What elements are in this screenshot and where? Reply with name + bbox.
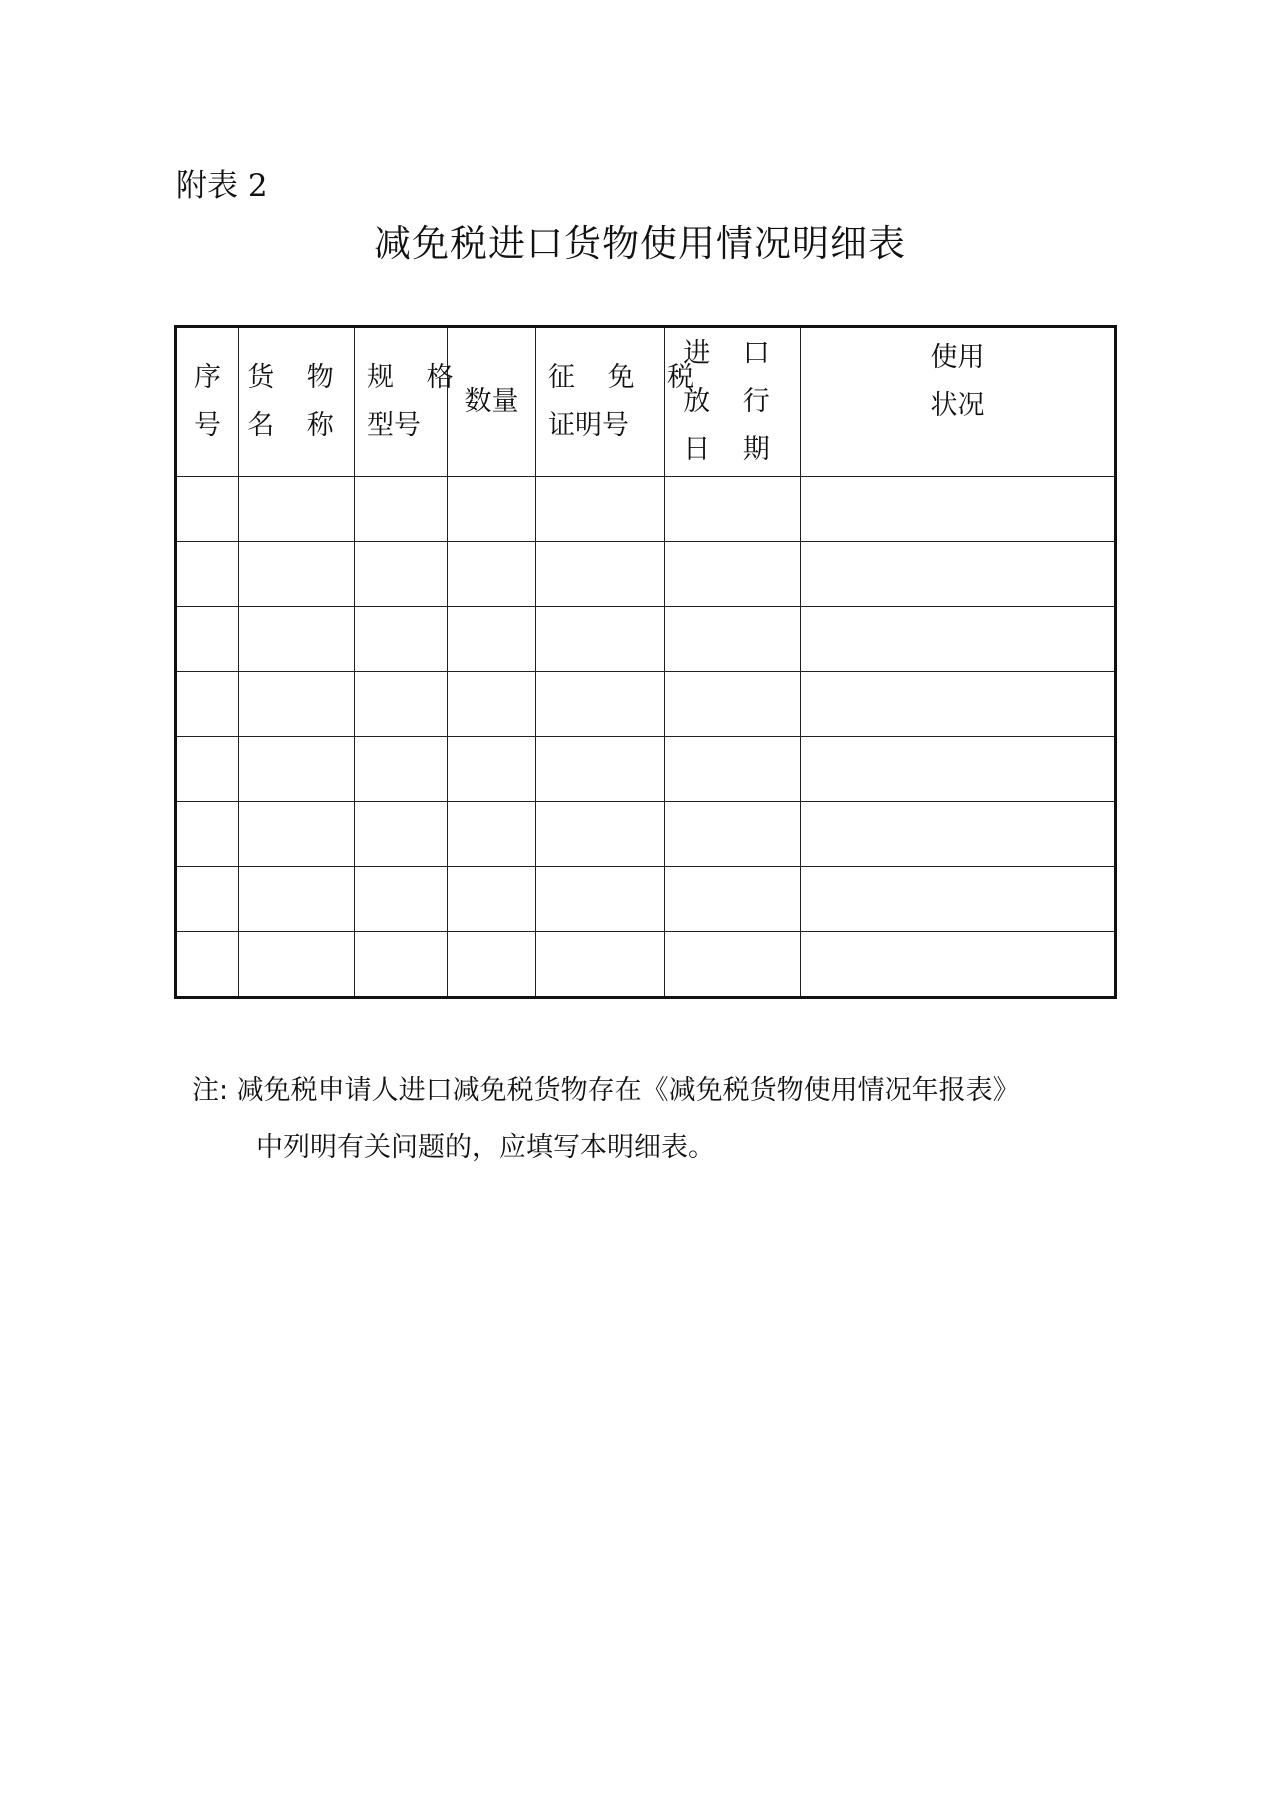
- cell-usage-status: [801, 932, 1116, 998]
- cell-spec-model: [355, 802, 448, 867]
- cell-spec-model: [355, 672, 448, 737]
- cell-exemption-certificate-number: [536, 542, 665, 607]
- cell-usage-status: [801, 477, 1116, 542]
- cell-goods-name: [239, 607, 355, 672]
- header-goods-name: 货 物 名 称: [239, 327, 355, 477]
- cell-spec-model: [355, 477, 448, 542]
- table-row: [176, 672, 1116, 737]
- table-body: [176, 477, 1116, 998]
- header-row: [176, 327, 1116, 477]
- note-line-2: 中列明有关问题的，应填写本明细表。: [256, 1132, 715, 1163]
- cell-exemption-certificate-number: [536, 802, 665, 867]
- document-title: 减免税进口货物使用情况明细表: [374, 222, 906, 265]
- cell-spec-model: [355, 737, 448, 802]
- table-row: [176, 932, 1116, 998]
- cell-spec-model: [355, 607, 448, 672]
- cell-quantity: [448, 867, 536, 932]
- cell-serial-number: [176, 477, 239, 542]
- header-import-release-date: 进 口 放 行 日 期: [665, 327, 801, 477]
- cell-import-release-date: [665, 932, 801, 998]
- cell-serial-number: [176, 607, 239, 672]
- header-quantity: 数量: [448, 327, 536, 477]
- table-row: [176, 737, 1116, 802]
- cell-serial-number: [176, 672, 239, 737]
- cell-serial-number: [176, 542, 239, 607]
- cell-quantity: [448, 932, 536, 998]
- cell-goods-name: [239, 737, 355, 802]
- cell-import-release-date: [665, 802, 801, 867]
- cell-quantity: [448, 477, 536, 542]
- cell-quantity: [448, 607, 536, 672]
- cell-goods-name: [239, 477, 355, 542]
- cell-exemption-certificate-number: [536, 867, 665, 932]
- cell-serial-number: [176, 932, 239, 998]
- cell-exemption-certificate-number: [536, 932, 665, 998]
- cell-import-release-date: [665, 672, 801, 737]
- cell-goods-name: [239, 867, 355, 932]
- header-usage-status: 使用 状况: [801, 327, 1116, 477]
- note-line-1: 注: 减免税申请人进口减免税货物存在《减免税货物使用情况年报表》: [192, 1075, 1020, 1106]
- cell-spec-model: [355, 867, 448, 932]
- cell-quantity: [448, 672, 536, 737]
- cell-exemption-certificate-number: [536, 477, 665, 542]
- cell-import-release-date: [665, 867, 801, 932]
- cell-usage-status: [801, 607, 1116, 672]
- cell-exemption-certificate-number: [536, 607, 665, 672]
- cell-import-release-date: [665, 542, 801, 607]
- cell-quantity: [448, 802, 536, 867]
- cell-serial-number: [176, 737, 239, 802]
- cell-quantity: [448, 542, 536, 607]
- cell-goods-name: [239, 542, 355, 607]
- cell-usage-status: [801, 802, 1116, 867]
- cell-spec-model: [355, 932, 448, 998]
- table-row: [176, 607, 1116, 672]
- cell-import-release-date: [665, 607, 801, 672]
- header-spec-model: 规 格 型号: [355, 327, 448, 477]
- cell-import-release-date: [665, 737, 801, 802]
- attachment-label: 附表 2: [176, 168, 268, 204]
- header-serial-number: 序 号: [176, 327, 239, 477]
- table-row: [176, 802, 1116, 867]
- cell-goods-name: [239, 802, 355, 867]
- cell-goods-name: [239, 932, 355, 998]
- cell-exemption-certificate-number: [536, 672, 665, 737]
- cell-import-release-date: [665, 477, 801, 542]
- table-row: [176, 477, 1116, 542]
- cell-serial-number: [176, 867, 239, 932]
- cell-quantity: [448, 737, 536, 802]
- cell-serial-number: [176, 802, 239, 867]
- header-exemption-certificate-number: 征 免 税 证明号: [536, 327, 665, 477]
- cell-usage-status: [801, 867, 1116, 932]
- table-row: [176, 542, 1116, 607]
- usage-detail-table: [174, 325, 1117, 999]
- cell-goods-name: [239, 672, 355, 737]
- table-row: [176, 867, 1116, 932]
- cell-usage-status: [801, 672, 1116, 737]
- cell-usage-status: [801, 737, 1116, 802]
- cell-usage-status: [801, 542, 1116, 607]
- cell-spec-model: [355, 542, 448, 607]
- cell-exemption-certificate-number: [536, 737, 665, 802]
